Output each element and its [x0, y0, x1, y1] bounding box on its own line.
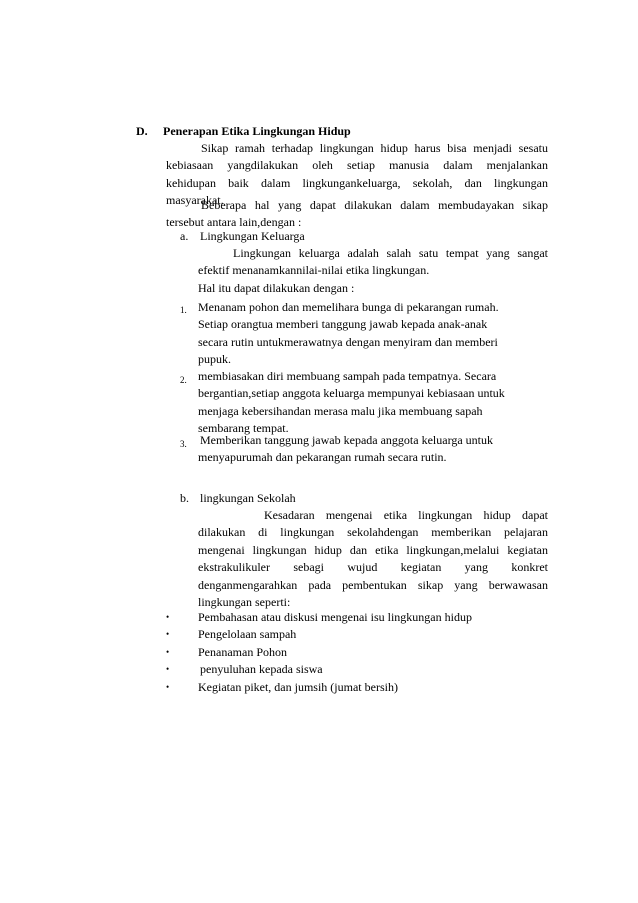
sekolah-line-2: dilakukan di lingkungan sekolahdengan memberikan pelajaran: [198, 525, 548, 540]
keluarga-title: Lingkungan Keluarga: [200, 229, 305, 243]
bullet-text: penyuluhan kepada siswa: [200, 662, 323, 677]
effort-line-2: tersebut antara lain,dengan :: [166, 215, 302, 229]
intro-line-2: kebiasaan yangdilakukan oleh setiap manusia dalam menjalankan: [166, 158, 548, 173]
item-1-line-1: Menanam pohon dan memelihara bunga di pekarangan rumah.: [198, 300, 499, 314]
sekolah-label: b.: [180, 491, 189, 505]
sekolah-line-5: denganmengarahkan pada pembentukan sikap yang berwawasan: [198, 577, 548, 592]
item-1-line-2: Setiap orangtua memberi tanggung jawab kepada anak-anak: [198, 317, 488, 332]
section-letter: D.: [136, 124, 148, 138]
effort-paragraph: [166, 197, 548, 214]
bullet-text: Pembahasan atau diskusi mengenai isu lingkungan hidup: [198, 610, 472, 624]
sekolah-title: lingkungan Sekolah: [200, 491, 296, 505]
intro-line-4: masyarakat.: [166, 193, 224, 208]
intro-line-3: kehidupan baik dalam lingkungankeluarga, sekolah, dan lingkungan: [166, 175, 548, 190]
sekolah-line-4: ekstrakulikuler sebagi wujud kegiatan yang konkret: [198, 560, 548, 575]
keluarga-paragraph: [198, 245, 548, 297]
keluarga-line-2: efektif menanamkannilai-nilai etika lingkungan.: [198, 263, 430, 278]
numbered-item-3: [198, 432, 543, 467]
sekolah-line-1: Kesadaran mengenai etika lingkungan hidup dapat: [264, 508, 548, 522]
item-2-line-3: menjaga kebersihandan merasa malu jika membuang sapah: [198, 403, 483, 418]
bullet-text: Kegiatan piket, dan jumsih (jumat bersih): [198, 679, 398, 694]
bullet-item: [166, 626, 546, 643]
bullet-marker: •: [166, 612, 170, 622]
item-2-line-1: membiasakan diri membuang sampah pada tempatnya. Secara: [198, 369, 497, 383]
item-2-line-2: bergantian,setiap anggota keluarga mempunyai kebiasaan untuk: [198, 386, 505, 401]
bullet-marker: •: [166, 681, 170, 692]
keluarga-heading: [180, 228, 305, 245]
bullet-marker: •: [166, 629, 170, 640]
intro-line-1: Sikap ramah terhadap lingkungan hidup harus bisa menjadi sesatu: [201, 141, 548, 155]
bullet-text: Penanaman Pohon: [198, 644, 287, 659]
section-title: Penerapan Etika Lingkungan Hidup: [163, 124, 351, 138]
item-1-line-4: pupuk.: [198, 352, 231, 367]
keluarga-line-3: Hal itu dapat dilakukan dengan :: [198, 280, 355, 295]
sekolah-line-3: mengenai lingkungan hidup dan etika lingkungan,melalui kegiatan: [198, 542, 548, 557]
item-1-line-3: secara rutin untukmerawatnya dengan menyiram dan memberi: [198, 334, 498, 349]
item-number-3: 3.: [180, 439, 187, 449]
bullet-item: [166, 661, 546, 678]
section-heading: [136, 123, 351, 140]
sekolah-heading: [180, 490, 296, 507]
numbered-item-1: [198, 299, 543, 369]
item-number-2: 2.: [180, 375, 187, 385]
keluarga-label: a.: [180, 229, 189, 243]
sekolah-line-6: lingkungan seperti:: [198, 595, 291, 610]
bullet-marker: •: [166, 664, 170, 675]
keluarga-line-1: Lingkungan keluarga adalah salah satu tempat yang sangat: [233, 246, 548, 260]
bullet-text: Pengelolaan sampah: [198, 627, 297, 642]
numbered-item-2: [198, 368, 543, 438]
item-3-line-2: menyapurumah dan pekarangan rumah secara rutin.: [198, 450, 447, 465]
bullet-item: [166, 609, 546, 626]
item-3-line-1: Memberikan tanggung jawab kepada anggota keluarga untuk: [200, 433, 494, 447]
bullet-list: [166, 609, 546, 696]
bullet-item: [166, 679, 546, 696]
item-2-line-4: sembarang tempat.: [198, 421, 289, 436]
item-number-1: 1.: [180, 305, 187, 315]
bullet-item: [166, 644, 546, 661]
sekolah-paragraph: [198, 507, 548, 611]
bullet-marker: •: [166, 646, 170, 657]
effort-line-1: Beberapa hal yang dapat dilakukan dalam membudayakan sikap: [201, 198, 548, 212]
